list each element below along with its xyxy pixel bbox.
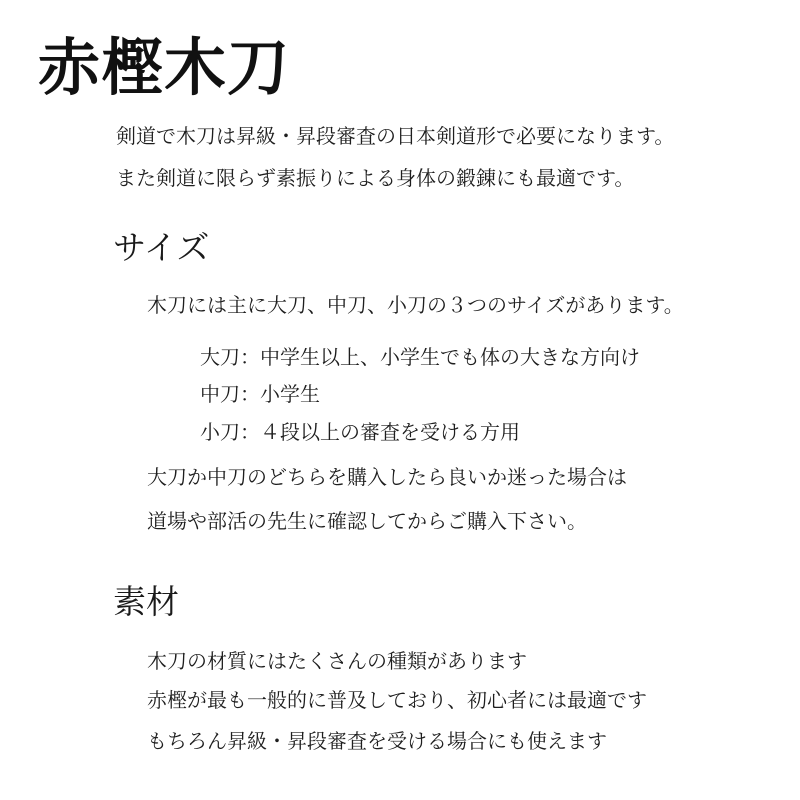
- size-note-line-1: 大刀か中刀のどちらを購入したら良いか迷った場合は: [147, 465, 627, 489]
- size-note-line-2: 道場や部活の先生に確認してからご購入下さい。: [147, 509, 587, 533]
- intro-line-1: 剣道で木刀は昇級・昇段審査の日本剣道形で必要になります。: [116, 124, 675, 148]
- material-line-2: 赤樫が最も一般的に普及しており、初心者には最適です: [147, 688, 647, 712]
- material-line-3: もちろん昇級・昇段審査を受ける場合にも使えます: [147, 729, 607, 753]
- material-heading: 素材: [113, 582, 179, 621]
- size-heading: サイズ: [113, 228, 210, 267]
- size-item-shoto: 小刀：４段以上の審査を受ける方用: [200, 420, 520, 444]
- size-item-daito: 大刀：中学生以上、小学生でも体の大きな方向け: [200, 345, 640, 369]
- size-lead: 木刀には主に大刀、中刀、小刀の３つのサイズがあります。: [147, 293, 684, 317]
- intro-line-2: また剣道に限らず素振りによる身体の鍛錬にも最適です。: [116, 166, 635, 190]
- size-item-chuto: 中刀：小学生: [200, 382, 320, 406]
- page-title: 赤樫木刀: [38, 31, 291, 104]
- material-line-1: 木刀の材質にはたくさんの種類があります: [147, 649, 527, 673]
